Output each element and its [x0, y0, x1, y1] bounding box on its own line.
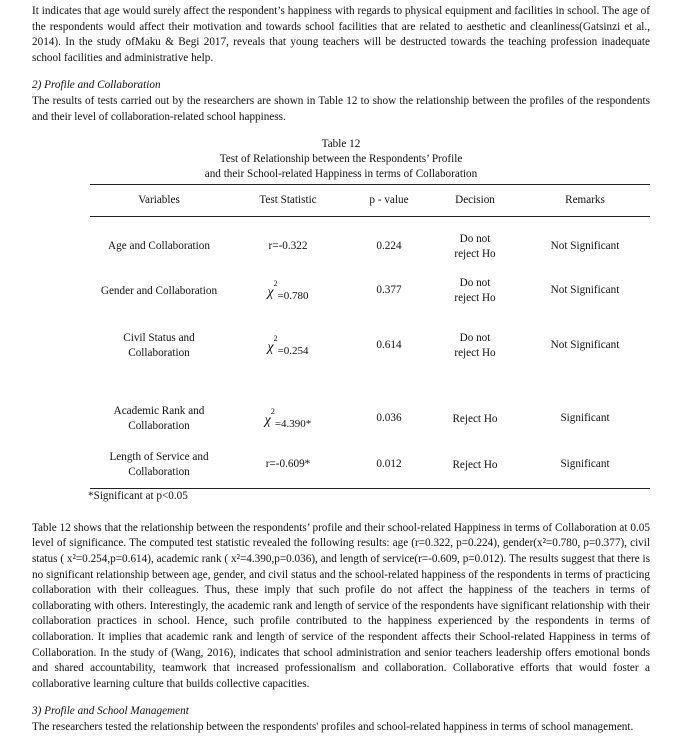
- variable-text: Length of Service and: [109, 451, 209, 464]
- table-title-line2: and their School-related Happiness in terms of Collaboration: [204, 168, 478, 181]
- decision-text: Do not: [459, 232, 491, 245]
- variable-text: Civil Status and: [123, 332, 195, 345]
- stat-value: =0.780: [277, 290, 309, 303]
- stat-value: r=-0.322: [268, 239, 308, 252]
- table-row: [90, 216, 650, 268]
- test-statistic-cell: [228, 314, 348, 378]
- decision-text: Reject Ho: [452, 458, 498, 471]
- header-decision: Decision: [430, 185, 520, 217]
- p-value-cell: 0.224: [376, 239, 402, 252]
- header-p-value: p - value: [348, 185, 430, 217]
- stat-value: r=-0.609*: [265, 458, 311, 471]
- variable-text: Collaboration: [128, 420, 190, 433]
- test-statistic-cell: [228, 268, 348, 314]
- decision-text: Reject Ho: [452, 412, 498, 425]
- stat-value: =4.390*: [274, 418, 312, 431]
- remarks-cell: Not Significant: [550, 339, 620, 352]
- variable-cell: [90, 314, 228, 378]
- table-header-row: [90, 185, 650, 217]
- decision-cell: [430, 314, 520, 378]
- stat-value: =0.254: [277, 345, 309, 358]
- table-caption: [32, 137, 650, 182]
- table-number: Table 12: [321, 138, 361, 151]
- variable-cell: [90, 442, 228, 488]
- test-statistic-cell: [228, 216, 348, 268]
- variable-text: Age and Collaboration: [108, 240, 210, 252]
- document-page: [32, 4, 650, 736]
- header-test-statistic: Test Statistic: [228, 185, 348, 217]
- chi-square-symbol: $\chi^2$: [264, 406, 275, 429]
- table-row: [90, 314, 650, 378]
- table-note: [90, 488, 650, 505]
- significance-note: *Significant at p<0.05: [88, 490, 188, 503]
- decision-text: Do not: [459, 332, 491, 345]
- decision-text: reject Ho: [454, 347, 496, 360]
- variable-cell: [90, 216, 228, 268]
- results-table: [90, 184, 650, 488]
- chi-square-symbol: $\chi^2$: [267, 278, 278, 301]
- remarks-cell: Not Significant: [550, 239, 620, 252]
- p-value-cell: 0.614: [376, 339, 402, 352]
- decision-text: reject Ho: [454, 292, 496, 305]
- remarks-cell: Not Significant: [550, 284, 620, 297]
- header-remarks: Remarks: [520, 185, 650, 217]
- chi-square-symbol: $\chi^2$: [267, 333, 278, 356]
- p-value-cell: 0.036: [376, 412, 402, 425]
- section-2: [32, 78, 650, 125]
- p-value-cell: 0.012: [376, 458, 402, 471]
- variable-text: Collaboration: [128, 347, 190, 360]
- test-statistic-cell: [228, 442, 348, 488]
- remarks-cell: Significant: [560, 412, 610, 425]
- decision-cell: [430, 378, 520, 442]
- decision-cell: [430, 216, 520, 268]
- section-3: [32, 704, 650, 735]
- header-variables: Variables: [90, 185, 228, 217]
- variable-text: Collaboration: [128, 466, 190, 479]
- section-3-text: The researchers tested the relationship between the respondents' profiles and school-related happiness in terms of school management.: [32, 720, 634, 733]
- variable-text: Academic Rank and: [113, 405, 205, 418]
- p-value-cell: 0.377: [376, 284, 402, 297]
- variable-text: Gender and Collaboration: [100, 284, 218, 297]
- decision-cell: [430, 268, 520, 314]
- table-row: [90, 378, 650, 442]
- table-title-line1: Test of Relationship between the Respondents’ Profile: [219, 153, 463, 166]
- variable-cell: [90, 378, 228, 442]
- section-2-text: The results of tests carried out by the researchers are shown in Table 12 to show the relationship between the profiles of the respondents and their level of collaboration-related school happiness.: [32, 94, 650, 123]
- table-row: [90, 442, 650, 488]
- remarks-cell: Significant: [560, 458, 610, 471]
- table-row: [90, 268, 650, 314]
- intro-paragraph: It indicates that age would surely affect the respondent’s happiness with regards to physical equipment and facilities in school. The age of the respondents would affect their motivation and towards school facilities that are related to aesthetic and cleanliness(Gatsinzi et al., 2014). In the study ofMaku & Begi 2017, reveals that young teachers will be destructed towards the teaching profession inadequate school facilities and administrative help.: [32, 5, 650, 64]
- decision-cell: [430, 442, 520, 488]
- section-3-heading: 3) Profile and School Management: [32, 705, 189, 718]
- variable-cell: [90, 268, 228, 314]
- decision-text: reject Ho: [454, 247, 496, 260]
- section-2-heading: 2) Profile and Collaboration: [32, 79, 161, 92]
- test-statistic-cell: [228, 378, 348, 442]
- decision-text: Do not: [459, 277, 491, 290]
- discussion-paragraph: Table 12 shows that the relationship between the respondents’ profile and their school-related Happiness in terms of Collaboration at 0.05 level of significance. The computed test statistic revealed the following results: age (r=0.322, p=0.224), gender(x²=0.780, p=0.377), civil status ( x²=0.254,p=0.614), academic rank ( x²=4.390,p=0.036), and length of service(r=-0.609, p=0.012). The results suggest that there is no significant relationship between age, gender, and civil status and the school-related happiness of the respondents in terms of practicing collaboration with their colleagues. Thus, these imply that such profile do not affect the happiness of the teachers in terms of collaborating with others. Interestingly, the academic rank and length of service of the respondents have significant relationship with their collaboration practices in school. Hence, such profile contributed to the happiness experienced by the respondents in terms of collaboration. It implies that academic rank and length of service of the respondent affects their School-related Happiness in terms of Collaboration. In the study of (Wang, 2016), indicates that school administration and senior teachers leadership offers emotional bonds and shared accountability, teamwork that increased professionalism and collaboration. Collaborative efforts that would foster a collaborative learning culture that builds collective capacities.: [32, 521, 650, 690]
